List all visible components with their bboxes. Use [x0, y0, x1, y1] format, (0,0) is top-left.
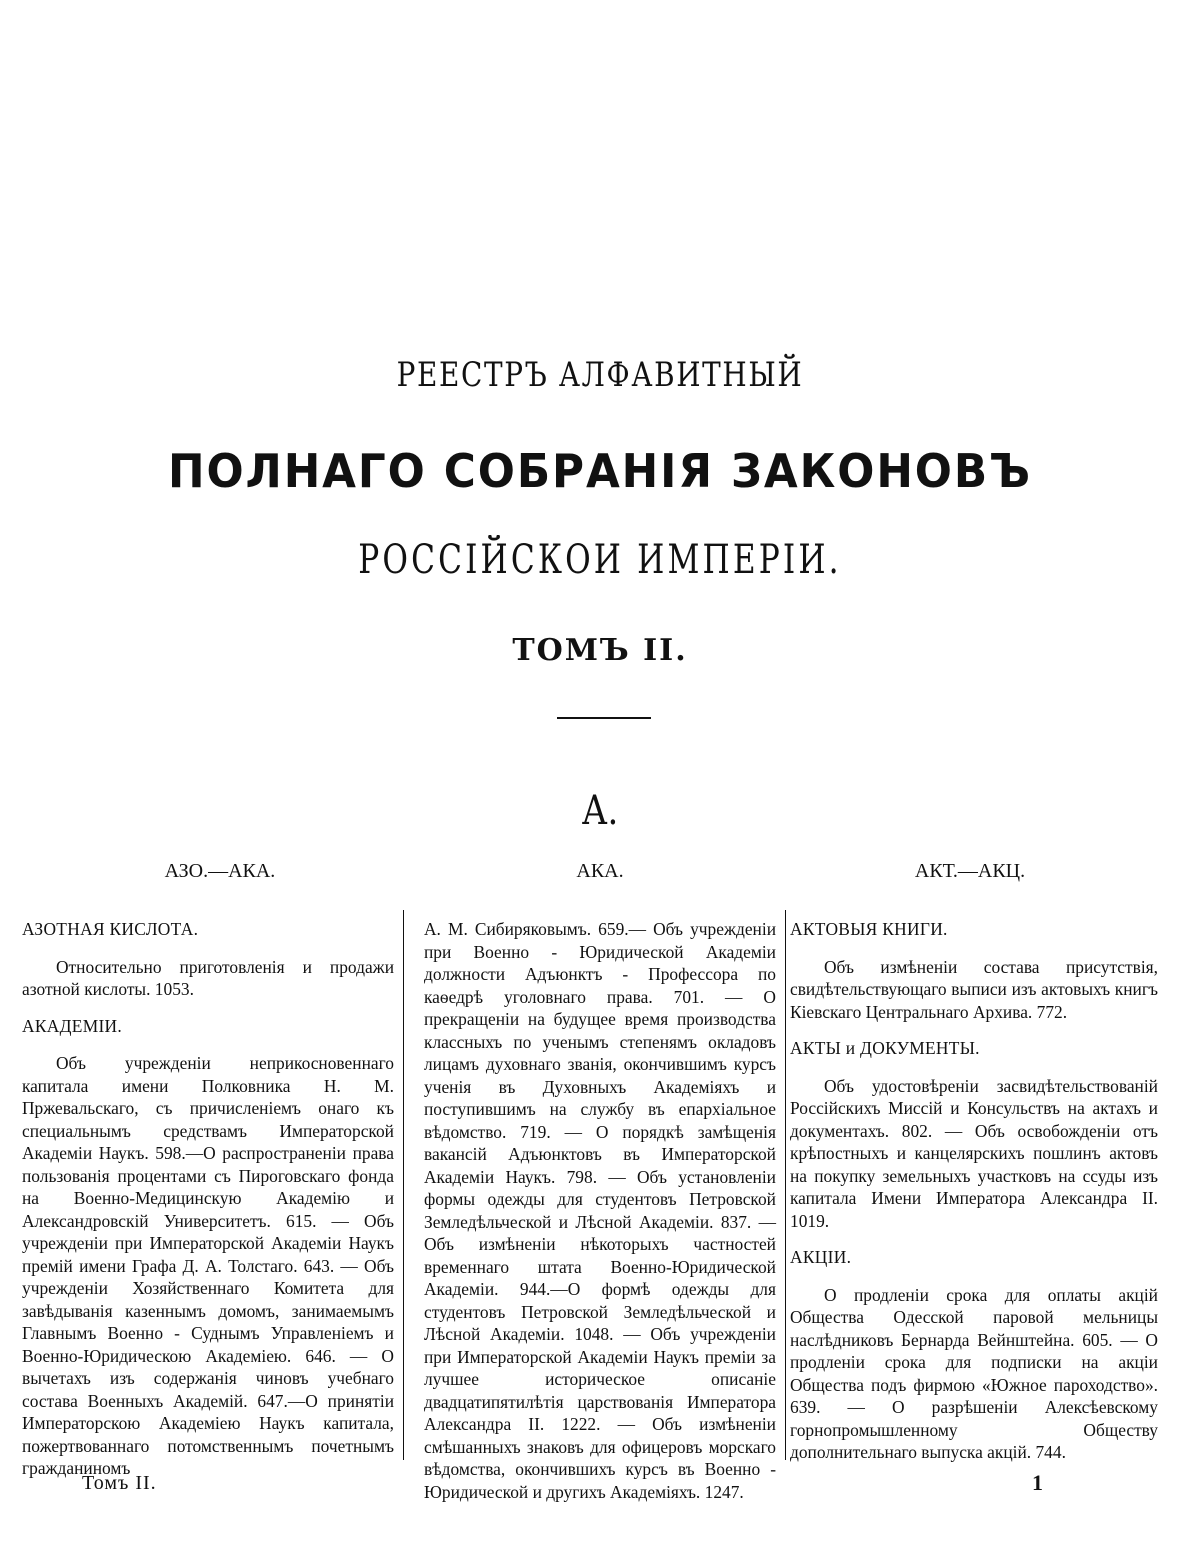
section-letter: А.: [581, 788, 619, 834]
title-line-2: ПОЛНАГО СОБРАНІЯ ЗАКОНОВЪ: [167, 444, 1033, 498]
column-1: [22, 918, 394, 1494]
column-divider-1: [403, 910, 404, 1460]
entry-body: О продленіи срока для оплаты акцій Общества Одесской паровой мельницы наслѣдниковъ Бернарда Вейнштейна. 605. — О продленіи срока для подписки на акціи Общества подъ фирмою «Южное пароходство». 639. — О разрѣшеніи Алексѣевскому горнопромышленному Обществу дополнительнаго выпуска акцій. 744.: [790, 1284, 1158, 1462]
footer-volume: Томъ II.: [82, 1472, 157, 1494]
column-3: [790, 918, 1158, 1478]
title-line-3: РОССІЙСКОИ ИМПЕРІИ.: [358, 537, 842, 583]
entry-heading: АЗОТНАЯ КИСЛОТА.: [22, 919, 199, 939]
running-head-right: АКТ.—АКЦ.: [914, 860, 1026, 882]
entry-body: Относительно приготовленія и продажи азотной кислоты. 1053.: [22, 956, 394, 999]
entry-heading: АКЦІИ.: [790, 1247, 852, 1267]
title-rule: [557, 717, 651, 719]
title-line-1: РЕЕСТРЪ АЛФАВИТНЫЙ: [396, 355, 804, 395]
column-divider-2: [785, 910, 786, 1460]
entry-body: Объ учрежденіи неприкосновеннаго капитала имени Полковника Н. М. Пржевальскаго, съ причисленіемъ онаго къ специальнымъ средствамъ Императорской Академіи Наукъ. 598.—О распространеніи права пользованія процентами съ Пироговскаго фонда на Военно-Медицинскую Академію и Александровскій Университетъ. 615. — Объ учрежденіи при Императорской Академіи Наукъ премій имени Графа Д. А. Толстаго. 643. — Объ учрежденіи Хозяйственнаго Комитета для завѣдыванія казеннымъ домомъ, занимаемымъ Главнымъ Военно - Суднымъ Управленіемъ и Военно-Юридическою Академіею. 646. — О вычетахъ изъ содержанія чиновъ учебнаго состава Военныхъ Академій. 647.—О принятіи Императорскою Академіею Наукъ капитала, пожертвованнаго потомственнымъ почетнымъ гражданиномъ: [22, 1053, 394, 1478]
entry-heading: АКТОВЫЯ КНИГИ.: [790, 919, 948, 939]
entry-heading: АКТЫ и ДОКУМЕНТЫ.: [790, 1038, 980, 1058]
column-2: [424, 918, 776, 1517]
entry-body: Объ удостовѣреніи засвидѣтельствованій Россійскихъ Миссій и Консульствъ на актахъ и документахъ. 802. — Объ освобожденіи отъ крѣпостныхъ и канцелярскихъ пошлинъ актовъ на покупку земельныхъ участковъ на ссуды изъ капитала Имени Императора Александра II. 1019.: [790, 1075, 1158, 1231]
running-head-center: АКА.: [576, 860, 624, 882]
entry-heading: АКАДЕМІИ.: [22, 1015, 123, 1036]
entry-body: А. М. Сибиряковымъ. 659.— Объ учрежденіи при Военно - Юридической Академіи должности Адъюнктъ - Профессора по каѳедрѣ уголовнаго права. 701. — О прекращеніи на будущее время производства классныхъ по ученымъ степенямъ окладовъ лицамъ духовнаго званія, окончившимъ курсъ ученія въ Духовныхъ Академіяхъ и поступившимъ на службу въ епархіальное вѣдомство. 719. — О порядкѣ замѣщенія вакансій Адъюнктовъ въ Императорской Академіи Наукъ. 798. — Объ установленіи формы одежды для студентовъ Петровской Земледѣльческой и Лѣсной Академіи. 837. — Объ измѣненіи нѣкоторыхъ частностей временнаго штата Военно-Юридической Академіи. 944.—О формѣ одежды для студентовъ Петровской Земледѣльческой и Лѣсной Академіи. 1048. — Объ учрежденіи при Императорской Академіи Наукъ преміи за лучшее историческое описаніе двадцатипятилѣтія царствованія Императора Александра II. 1222. — Объ измѣненіи смѣшанныхъ знаковъ для офицеровъ морскаго вѣдомства, окончившихъ курсъ въ Военно - Юридической и другихъ Академіяхъ. 1247.: [424, 919, 776, 1502]
running-head-left: АЗО.—АКА.: [164, 860, 276, 882]
entry-body: Объ измѣненіи состава присутствія, свидѣтельствующаго выписи изъ актовыхъ книгъ Кіевскаго Центральнаго Архива. 772.: [790, 956, 1158, 1022]
volume-heading: ТОМЪ II.: [512, 633, 688, 668]
page-number: 1: [1032, 1470, 1043, 1495]
